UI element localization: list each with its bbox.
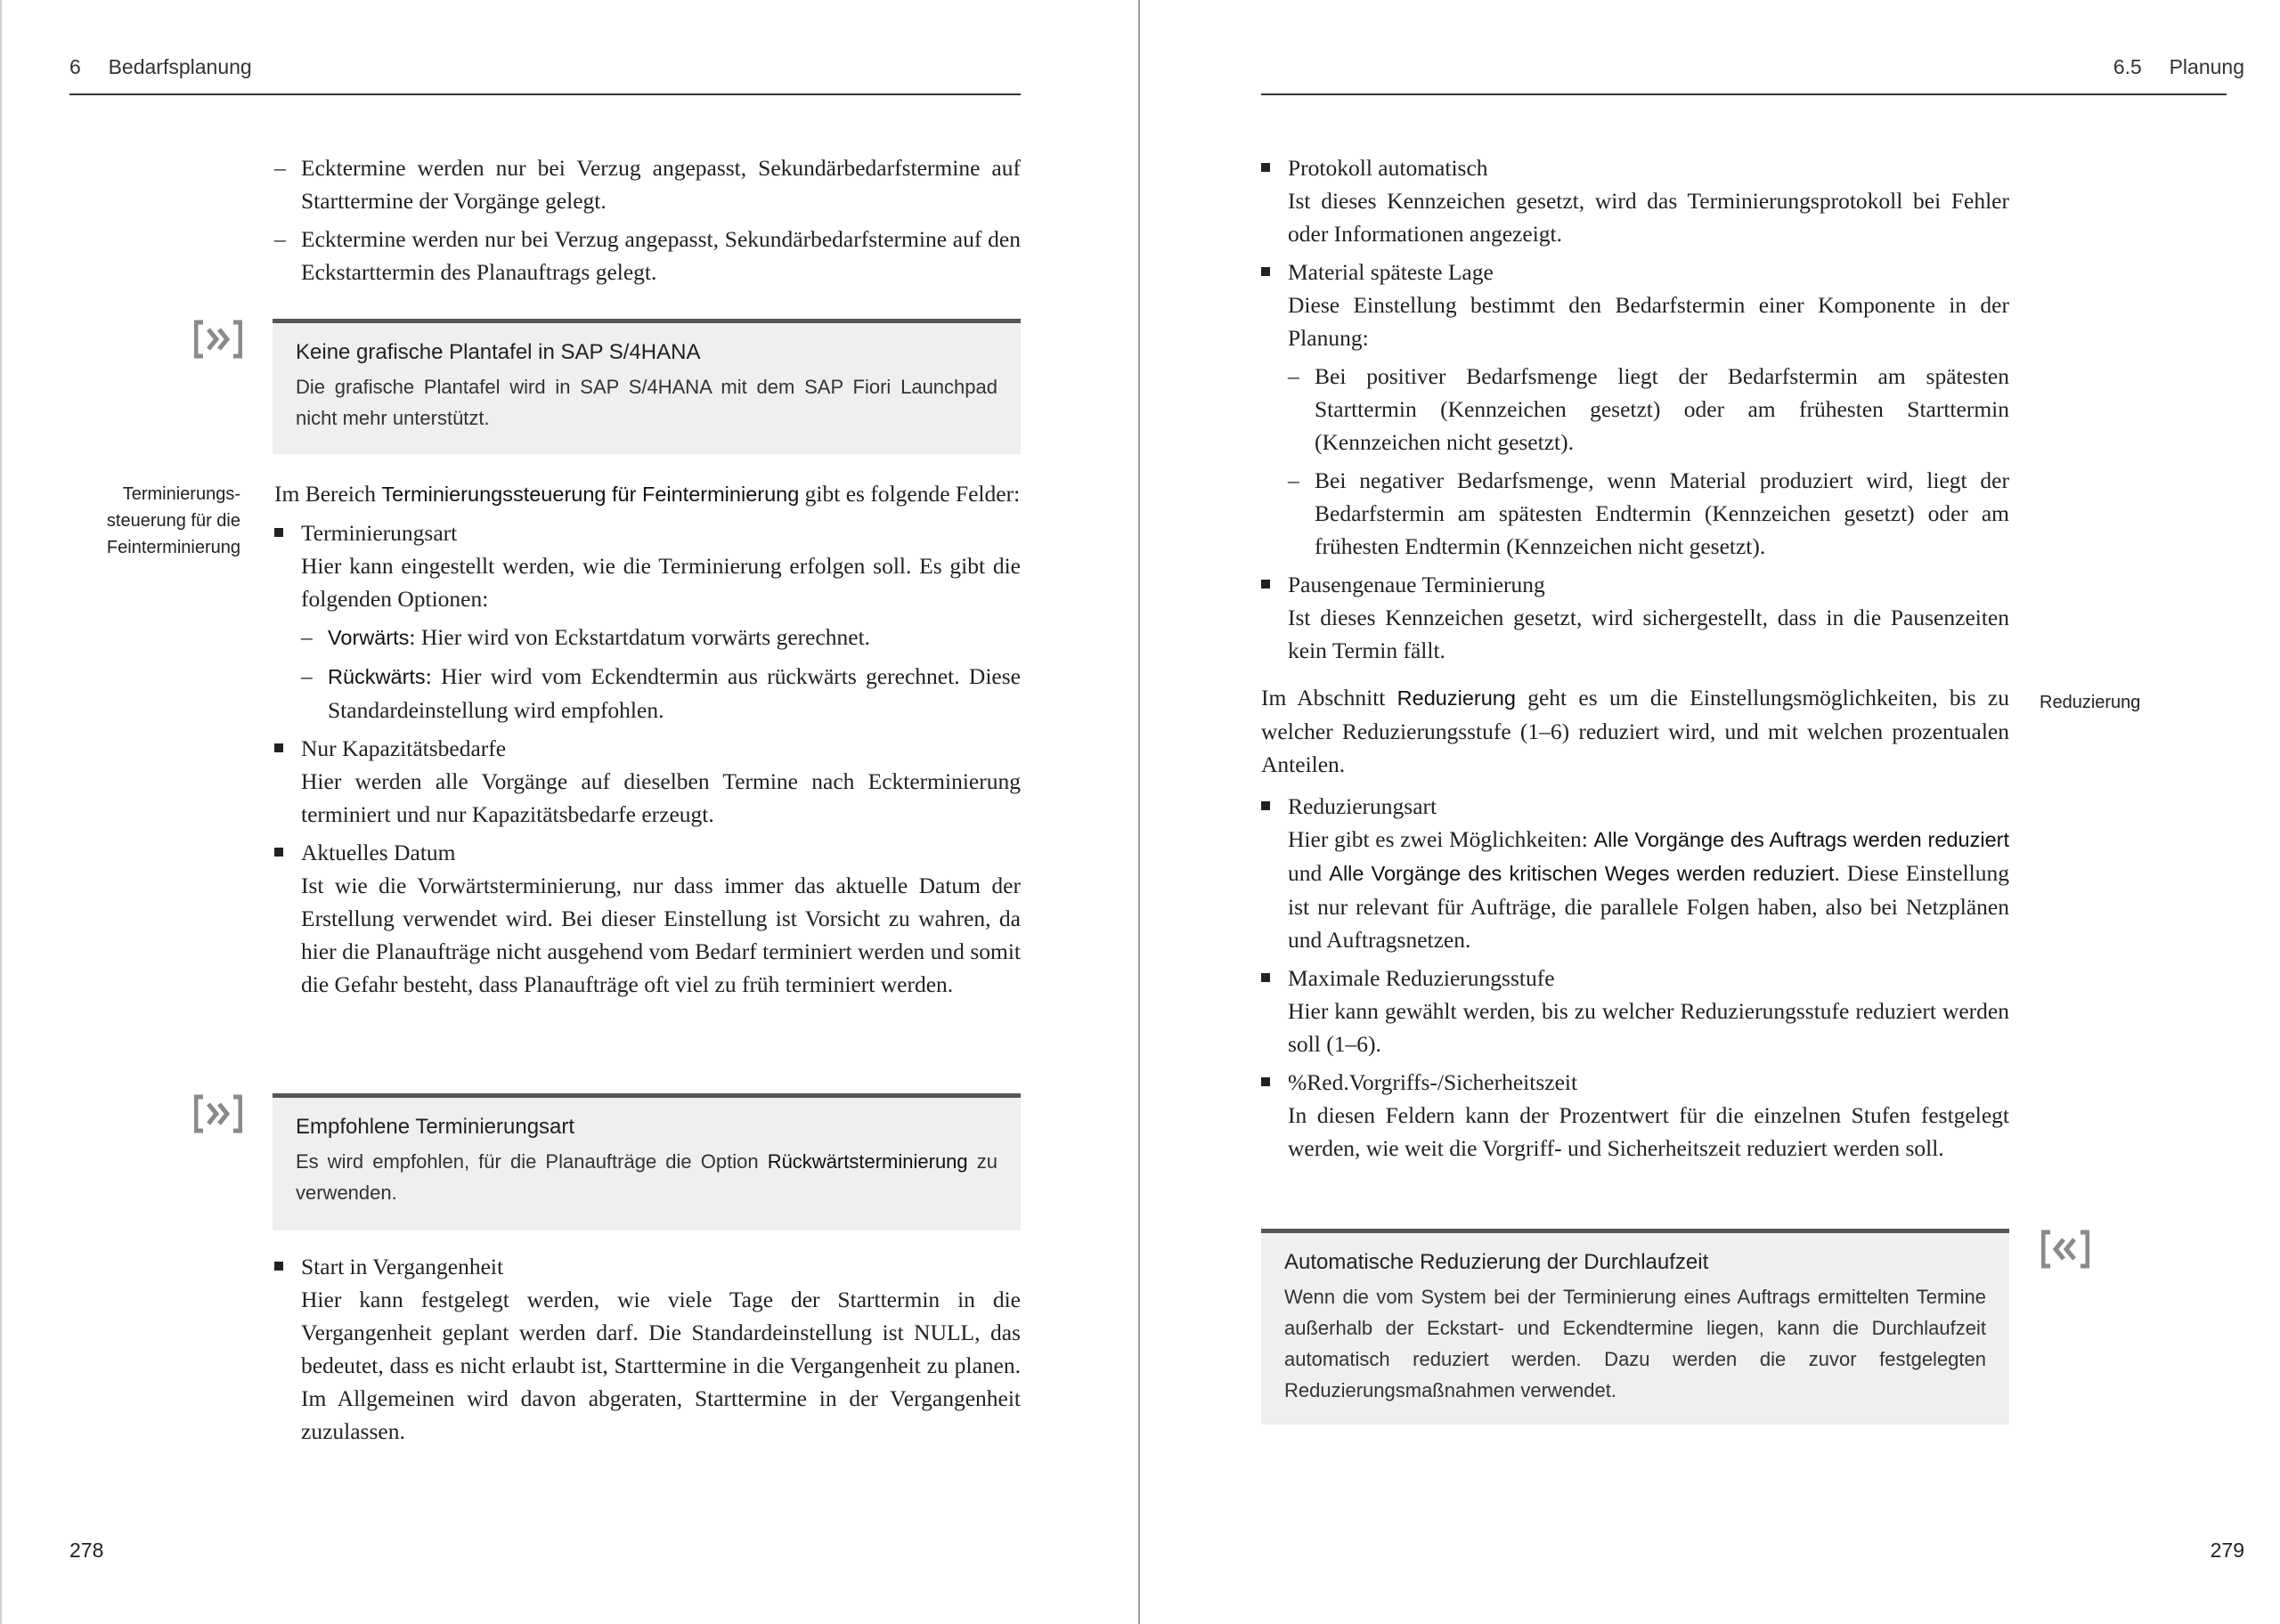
running-header-left — [69, 55, 252, 79]
note-text: Es wird empfohlen, für die Planaufträge die Option Rückwärtsterminierung zu verwenden. — [296, 1150, 998, 1204]
chapter-number: 6 — [69, 55, 81, 78]
dash-list-intro — [274, 151, 1021, 288]
running-header-right — [2113, 55, 2244, 79]
right-page — [1140, 0, 2280, 1624]
note-box-plantafel — [273, 319, 1021, 454]
section-title: Planung — [2169, 55, 2244, 78]
note-text: Die grafische Plantafel wird in SAP S/4HANA mit dem SAP Fiori Launchpad nicht mehr unterstützt. — [296, 376, 998, 429]
left-page — [0, 0, 1138, 1624]
bullet-material-lage: Material späteste Lage Diese Einstellung bestimmt den Bedarfstermin einer Komponente in der Planung: – Bei positiver Bedarfsmenge liegt der Bedarfstermin am spätesten Starttermin (Kennzeichen gesetzt) oder am frühesten Starttermin (Kennzeichen nicht gesetzt). – Bei negativer Bedarfsmenge, wenn Material produziert wird, liegt der Bedarfstermin am spätesten Endtermin (Kennzeichen gesetzt) oder am frühesten Endtermin (Kennzeichen nicht gesetzt). — [1261, 256, 2009, 563]
note-icon — [2041, 1229, 2089, 1270]
bullet-terminierungsart: Terminierungsart Hier kann eingestellt werden, wie die Terminierung erfolgen soll. Es gibt die folgenden Optionen: – Vorwärts: Hier wird von Eckstartdatum vorwärts gerechnet. – Rückwärts: Hier wird vom Eckendtermin aus rückwärts gerechnet. Diese Standardeinstellung wird empfohlen. — [274, 516, 1021, 727]
dash-item: – Ecktermine werden nur bei Verzug angepasst, Sekundärbedarfstermine auf Starttermine der Vorgänge gelegt. — [274, 155, 1021, 214]
bullet-red-vorgriff: %Red.Vorgriffs-/Sicherheitszeit In diesen Feldern kann der Prozentwert für die einzelnen Stufen festgelegt werden, wie weit die Vorgriff- und Sicherheitszeit reduziert werden soll. — [1261, 1066, 2009, 1165]
bullet-protokoll: Protokoll automatisch Ist dieses Kennzeichen gesetzt, wird das Terminierungsprotokoll bei Fehler oder Informationen angezeigt. — [1261, 151, 2009, 250]
note-box-terminierungsart — [273, 1093, 1021, 1230]
bullet-start-vergangenheit: Start in Vergangenheit Hier kann festgelegt werden, wie viele Tage der Starttermin in die Vergangenheit geplant werden darf. Die Standardeinstellung ist NULL, das bedeutet, dass es nicht erlaubt ist, Starttermine in die Vergangenheit zu planen. Im Allgemeinen wird davon abgeraten, Starttermine in der Vergangenheit zuzulassen. — [274, 1250, 1021, 1448]
bullet-aktuelles-datum: Aktuelles Datum Ist wie die Vorwärtsterminierung, nur dass immer das aktuelle Datum der Erstellung verwendet wird. Bei dieser Einstellung ist Vorsicht zu wahren, da hier die Planaufträge nicht ausgehend vom Bedarf terminiert werden und somit die Gefahr besteht, dass Planaufträge oft viel zu früh terminiert werden. — [274, 836, 1021, 1001]
main-text-left — [274, 477, 1021, 1001]
bullet-pausen: Pausengenaue Terminierung Ist dieses Kennzeichen gesetzt, wird sichergestellt, dass in die Pausenzeiten kein Termin fällt. — [1261, 568, 2009, 667]
bullet-reduzierungsart: Reduzierungsart Hier gibt es zwei Möglichkeiten: Alle Vorgänge des Auftrags werden reduziert und Alle Vorgänge des kritischen Weges werden reduziert. Diese Einstellung ist nur relevant für Aufträge, die parallele Folgen haben, also bei Netzplänen und Auftragsnetzen. — [1261, 790, 2009, 956]
option-rueckwaerts: – Rückwärts: Hier wird vom Eckendtermin aus rückwärts gerechnet. Diese Standardeinstellung wird empfohlen. — [301, 663, 1021, 723]
note-box-durchlaufzeit — [1261, 1229, 2009, 1425]
dash-item: – Bei negativer Bedarfsmenge, wenn Material produziert wird, liegt der Bedarfstermin am spätesten Endtermin (Kennzeichen gesetzt) oder am frühesten Endtermin (Kennzeichen nicht gesetzt). — [1288, 467, 2009, 559]
margin-label-reduzierung: Reduzierung — [2040, 693, 2141, 712]
page-number-right: 279 — [2210, 1539, 2244, 1562]
dash-item: – Bei positiver Bedarfsmenge liegt der Bedarfstermin am spätesten Starttermin (Kennzeichen gesetzt) oder am frühesten Starttermin (Kennzeichen nicht gesetzt). — [1288, 363, 2009, 455]
main-text-left-bottom — [274, 1250, 1021, 1448]
dash-item: – Ecktermine werden nur bei Verzug angepasst, Sekundärbedarfstermine auf den Eckstarttermin des Planauftrags gelegt. — [274, 226, 1021, 285]
intro-reduzierung: Im Abschnitt Reduzierung geht es um die Einstellungsmöglichkeiten, bis zu welcher Reduzierungsstufe (1–6) reduziert wird, und mit welchen prozentualen Anteilen. — [1261, 685, 2009, 777]
header-rule — [69, 93, 1021, 95]
note-title: Automatische Reduzierung der Durchlaufzeit — [1284, 1250, 1709, 1274]
section-number: 6.5 — [2113, 55, 2142, 78]
note-title: Keine grafische Plantafel in SAP S/4HANA — [296, 340, 701, 364]
note-text: Wenn die vom System bei der Terminierung eines Auftrags ermittelten Termine außerhalb der Eckstart- und Eckendtermine liegen, kann die Durchlaufzeit automatisch reduziert werden. Dazu werden die zuvor festgelegten Reduzierungsmaßnahmen verwendet. — [1284, 1286, 1986, 1401]
header-rule — [1261, 93, 2227, 95]
note-icon — [194, 319, 242, 360]
option-vorwaerts: – Vorwärts: Hier wird von Eckstartdatum vorwärts gerechnet. — [301, 624, 871, 650]
main-text-right — [1261, 151, 2009, 1165]
bullet-max-stufe: Maximale Reduzierungsstufe Hier kann gewählt werden, bis zu welcher Reduzierungsstufe reduziert werden soll (1–6). — [1261, 962, 2009, 1060]
margin-label-terminierung: Terminierungs- steuerung für die Feinterminierung — [106, 484, 240, 557]
bullet-kapazitaetsbedarfe: Nur Kapazitätsbedarfe Hier werden alle Vorgänge auf dieselben Termine nach Eckterminierung terminiert und nur Kapazitätsbedarfe erzeugt. — [274, 732, 1021, 831]
page-number-left: 278 — [69, 1539, 104, 1562]
note-icon — [194, 1093, 242, 1134]
intro-paragraph: Im Bereich Terminierungssteuerung für Feinterminierung gibt es folgende Felder: — [274, 481, 1021, 507]
chapter-title: Bedarfsplanung — [108, 55, 252, 78]
note-title: Empfohlene Terminierungsart — [296, 1115, 575, 1139]
